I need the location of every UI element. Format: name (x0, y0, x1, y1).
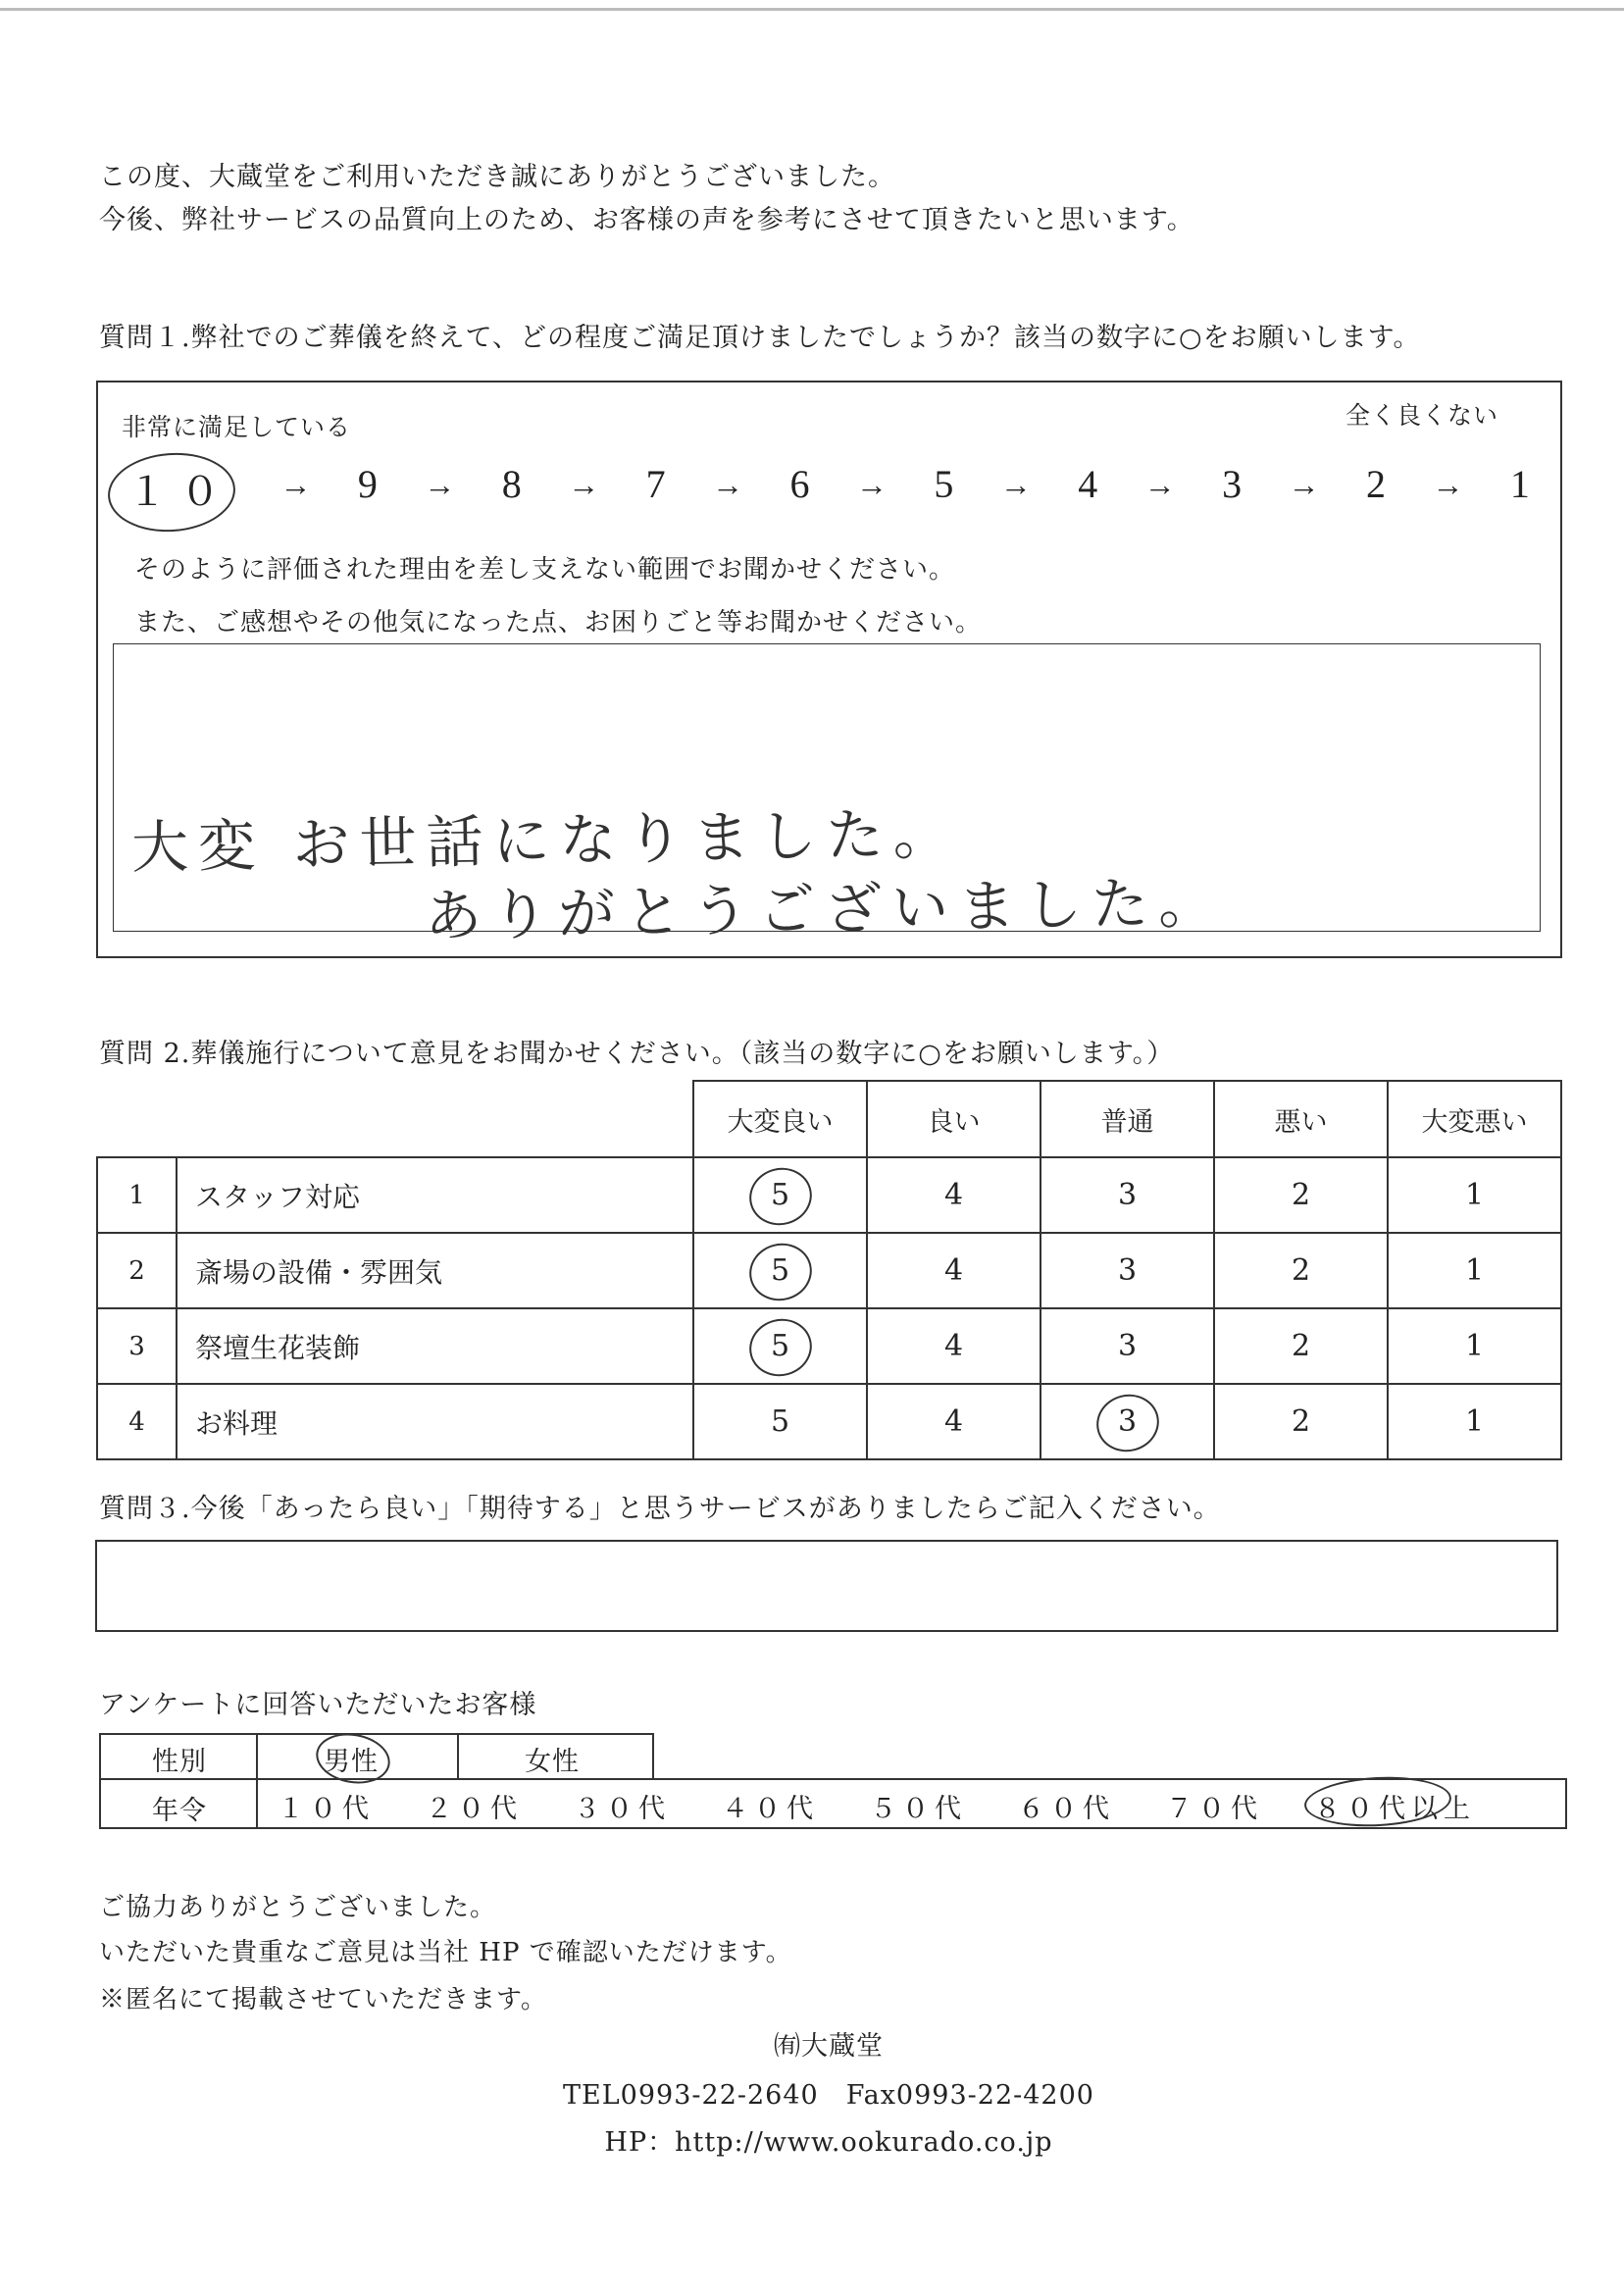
q1-prompt-2: また、ご感想やその他気になった点、お困りごと等お聞かせください。 (134, 608, 983, 637)
closing-1: ご協力ありがとうございました。 (99, 1893, 497, 1922)
arrow-icon: → (424, 467, 456, 502)
rating-value: 3 (1117, 1329, 1138, 1363)
selected-circle (1091, 1388, 1166, 1459)
rating-option[interactable] (693, 1384, 867, 1459)
rating-option[interactable] (867, 1157, 1040, 1233)
row-number: 4 (97, 1384, 177, 1459)
rating-option[interactable] (1214, 1233, 1388, 1308)
age-option[interactable]: ４０代 (722, 1794, 819, 1824)
arrow-icon: → (1288, 467, 1320, 502)
q1-label-high: 非常に満足している (122, 413, 352, 441)
row-item: スタッフ対応 (177, 1157, 693, 1233)
q1-question: 質問１.弊社でのご葬儀を終えて、どの程度ご満足頂けましたでしょうか？該当の数字に○をお願いします。 (99, 323, 1421, 353)
q3-answer-box[interactable] (95, 1540, 1558, 1632)
rating-value: 2 (1291, 1178, 1311, 1212)
age-option[interactable]: １０代 (278, 1794, 375, 1824)
divider (256, 1733, 258, 1829)
rating-option[interactable] (867, 1384, 1040, 1459)
rating-option[interactable] (1388, 1308, 1561, 1384)
table-row (97, 1308, 1561, 1384)
selected-circle (743, 1161, 819, 1233)
age-option[interactable]: ８０代以上 (1314, 1794, 1476, 1824)
rating-value: 1 (1464, 1178, 1485, 1212)
column-header: 普通 (1040, 1081, 1214, 1157)
gender-female[interactable]: 女性 (525, 1747, 580, 1777)
rating-value: 4 (943, 1178, 964, 1212)
rating-option[interactable] (1040, 1233, 1214, 1308)
company-name: ㈲大蔵堂 (774, 2031, 884, 2062)
gender-label: 性別 (152, 1747, 207, 1777)
row-item: お料理 (177, 1384, 693, 1459)
arrow-icon: → (279, 467, 312, 502)
rating-value: 1 (1464, 1404, 1485, 1439)
table-row (97, 1384, 1561, 1459)
rating-option[interactable] (1388, 1384, 1561, 1459)
age-option[interactable]: ３０代 (574, 1794, 671, 1824)
closing-3: ※匿名にて掲載させていただきます。 (99, 1985, 547, 2014)
column-header: 大変良い (693, 1081, 867, 1157)
arrow-icon: → (1432, 467, 1464, 502)
scale-option[interactable]: 9 (357, 462, 378, 506)
q1-label-low: 全く良くない (1345, 401, 1499, 430)
intro-line-2: 今後、弊社サービスの品質向上のため、お客様の声を参考にさせて頂きたいと思います。 (99, 205, 1194, 235)
scale-option[interactable]: 1 (1509, 462, 1530, 506)
scan-edge (0, 8, 1624, 11)
column-header: 良い (867, 1081, 1040, 1157)
scale-option[interactable]: 4 (1078, 462, 1098, 506)
rating-value: 5 (770, 1329, 790, 1363)
arrow-icon: → (999, 467, 1032, 502)
arrow-icon: → (1143, 467, 1176, 502)
closing-2: いただいた貴重なご意見は当社 HP で確認いただけます。 (99, 1938, 792, 1967)
arrow-icon: → (855, 467, 888, 502)
column-header: 大変悪い (1388, 1081, 1561, 1157)
rating-value: 2 (1291, 1329, 1311, 1363)
q1-answer-line-2: ありがとうございました。 (424, 868, 1226, 950)
rating-option[interactable] (1214, 1308, 1388, 1384)
rating-value: 1 (1464, 1329, 1485, 1363)
gender-male[interactable]: 男性 (324, 1747, 379, 1777)
divider (457, 1733, 459, 1780)
company-hp[interactable]: HP：http://www.ookurado.co.jp (604, 2127, 1053, 2158)
row-number: 3 (97, 1308, 177, 1384)
rating-option[interactable] (1040, 1308, 1214, 1384)
rating-option[interactable] (693, 1233, 867, 1308)
rating-option[interactable] (1214, 1157, 1388, 1233)
scale-option[interactable]: 5 (934, 462, 954, 506)
scale-option[interactable]: 3 (1222, 462, 1243, 506)
row-number: 2 (97, 1233, 177, 1308)
age-option[interactable]: ５０代 (870, 1794, 967, 1824)
q2-table (96, 1080, 1562, 1460)
scale-option[interactable]: １０ (127, 470, 233, 514)
age-option[interactable]: ７０代 (1166, 1794, 1263, 1824)
rating-value: 5 (770, 1404, 790, 1439)
selected-circle (743, 1312, 819, 1384)
rating-value: 3 (1117, 1253, 1138, 1288)
q1-scale (127, 461, 1530, 517)
blank (97, 1081, 693, 1157)
rating-value: 1 (1464, 1253, 1485, 1288)
rating-value: 2 (1291, 1253, 1311, 1288)
scale-option[interactable]: 2 (1366, 462, 1386, 506)
scale-option[interactable]: 7 (645, 462, 666, 506)
rating-option[interactable] (867, 1233, 1040, 1308)
scale-option[interactable]: 8 (501, 462, 522, 506)
rating-option[interactable] (1040, 1157, 1214, 1233)
rating-option[interactable] (693, 1308, 867, 1384)
rating-option[interactable] (867, 1308, 1040, 1384)
row-item: 祭壇生花装飾 (177, 1308, 693, 1384)
intro-line-1: この度、大蔵堂をご利用いただき誠にありがとうございました。 (99, 162, 895, 192)
rating-option[interactable] (1388, 1157, 1561, 1233)
rating-value: 2 (1291, 1404, 1311, 1439)
q1-prompt-1: そのように評価された理由を差し支えない範囲でお聞かせください。 (134, 555, 956, 585)
age-option[interactable]: ２０代 (426, 1794, 523, 1824)
q3-question: 質問３.今後「あったら良い」「期待する」と思うサービスがありましたらご記入ください。 (99, 1494, 1221, 1524)
table-row (97, 1233, 1561, 1308)
rating-value: 3 (1117, 1178, 1138, 1212)
selected-circle (743, 1237, 819, 1308)
rating-value: 5 (770, 1253, 790, 1288)
arrow-icon: → (568, 467, 600, 502)
rating-option[interactable] (1214, 1384, 1388, 1459)
rating-value: 4 (943, 1253, 964, 1288)
rating-option[interactable] (1040, 1384, 1214, 1459)
rating-option[interactable] (693, 1157, 867, 1233)
table-row (97, 1157, 1561, 1233)
row-item: 斎場の設備・雰囲気 (177, 1233, 693, 1308)
rating-value: 5 (770, 1178, 790, 1212)
age-option[interactable]: ６０代 (1018, 1794, 1115, 1824)
arrow-icon: → (712, 467, 744, 502)
company-contact: TEL0993-22-2640 Fax0993-22-4200 (563, 2080, 1094, 2111)
rating-value: 4 (943, 1329, 964, 1363)
scale-option[interactable]: 6 (789, 462, 810, 506)
rating-option[interactable] (1388, 1233, 1561, 1308)
rating-value: 4 (943, 1404, 964, 1439)
column-header: 悪い (1214, 1081, 1388, 1157)
age-label: 年令 (152, 1796, 207, 1826)
q1-answer-line-1: 大変 お世話になりました。 (130, 799, 961, 882)
rating-value: 3 (1117, 1404, 1138, 1439)
respondent-title: アンケートに回答いただいたお客様 (99, 1690, 537, 1720)
row-number: 1 (97, 1157, 177, 1233)
q2-question: 質問 2.葬儀施行について意見をお聞かせください。（該当の数字に○をお願いします。） (99, 1039, 1175, 1069)
